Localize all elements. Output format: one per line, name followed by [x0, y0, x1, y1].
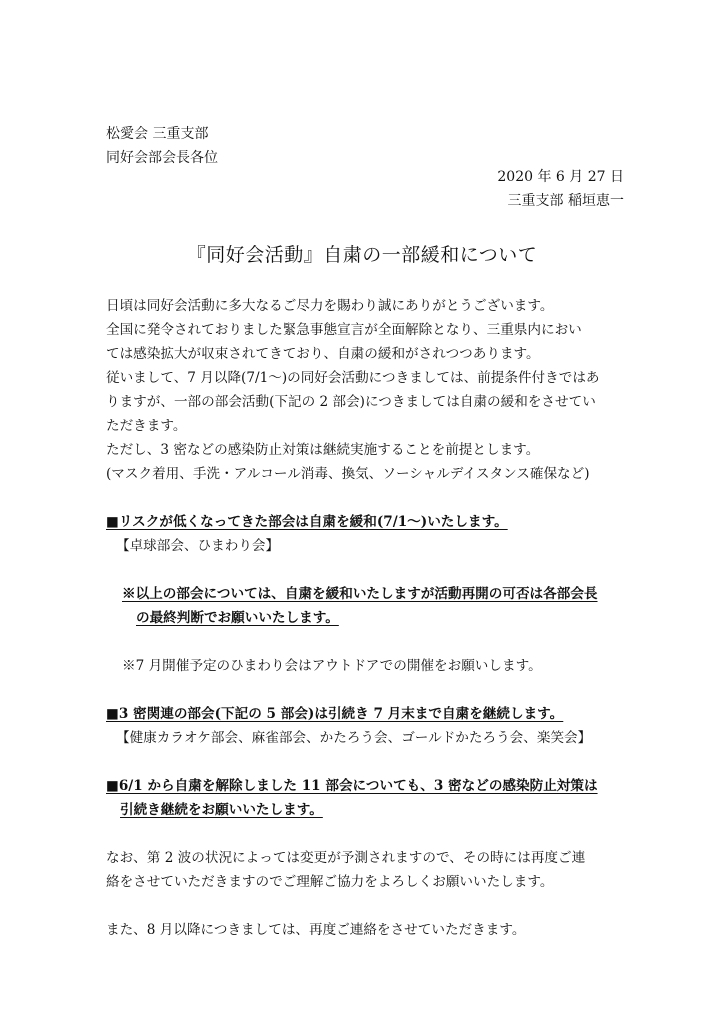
document-body: [106, 294, 626, 942]
spacer: [106, 678, 626, 702]
section3-heading-b: 引続き継続をお願いいたします。: [120, 802, 323, 818]
spacer: [106, 558, 626, 582]
spacer: [106, 630, 626, 654]
closing-paragraph-1a: なお、第 2 波の状況によっては変更が予測されますので、その時には再度ご連: [106, 850, 586, 866]
section2-groups: 【健康カラオケ部会、麻雀部会、かたろう会、ゴールドかたろう会、楽笑会】: [116, 730, 592, 746]
recipients-block: [106, 122, 218, 170]
sender-block: [497, 165, 624, 213]
spacer: [106, 750, 626, 774]
section1-notice-b: の最終判断でお願いいたします。: [136, 610, 339, 626]
spacer: [106, 894, 626, 918]
section1-notice-a: ※以上の部会については、自粛を緩和いたしますが活動再開の可否は各部会長: [122, 586, 598, 602]
closing-paragraph-2: また、8 月以降につきましては、再度ご連絡をさせていただきます。: [106, 922, 526, 938]
document-date: 2020 年 6 月 27 日: [497, 169, 624, 185]
section1-groups: 【卓球部会、ひまわり会】: [116, 538, 280, 554]
sender-name: 三重支部 稲垣恵一: [507, 193, 624, 209]
intro-paragraph-1: 日頃は同好会活動に多大なるご尽力を賜わり誠にありがとうございます。: [106, 298, 554, 314]
recipient-organization: 松愛会 三重支部: [106, 126, 209, 142]
section1-note: ※7 月開催予定のひまわり会はアウトドアでの開催をお願いします。: [122, 658, 542, 674]
intro-paragraph-3a: 従いまして、7 月以降(7/1～)の同好会活動につきましては、前提条件付きではあ: [106, 370, 600, 386]
closing-paragraph-1b: 絡をさせていただきますのでご理解ご協力をよろしくお願いいたします。: [106, 874, 554, 890]
document-title: 『同好会活動』自粛の一部緩和について: [186, 244, 538, 266]
spacer: [106, 822, 626, 846]
intro-paragraph-5: (マスク着用、手洗・アルコール消毒、換気、ソーシャルデイスタンス確保など): [106, 466, 590, 482]
intro-paragraph-3b: りますが、一部の部会活動(下記の 2 部会)につきましては自粛の緩和をさせてい: [106, 394, 596, 410]
section2-heading: ■3 密関連の部会(下記の 5 部会)は引続き 7 月末まで自粛を継続します。: [106, 706, 564, 722]
spacer: [106, 486, 626, 510]
intro-paragraph-4: ただし、3 密などの感染防止対策は継続実施することを前提とします。: [106, 442, 540, 458]
section1-heading: ■リスクが低くなってきた部会は自粛を緩和(7/1～)いたします。: [106, 514, 508, 530]
intro-paragraph-2b: ては感染拡大が収束されてきており、自粛の緩和がされつつあります。: [106, 346, 540, 362]
recipient-audience: 同好会部会長各位: [106, 150, 218, 166]
section3-heading-a: ■6/1 から自粛を解除しました 11 部会についても、3 密などの感染防止対策は: [106, 778, 598, 794]
intro-paragraph-3c: ただきます。: [106, 418, 187, 434]
intro-paragraph-2a: 全国に発令されておりました緊急事態宣言が全面解除となり、三重県内におい: [106, 322, 582, 338]
